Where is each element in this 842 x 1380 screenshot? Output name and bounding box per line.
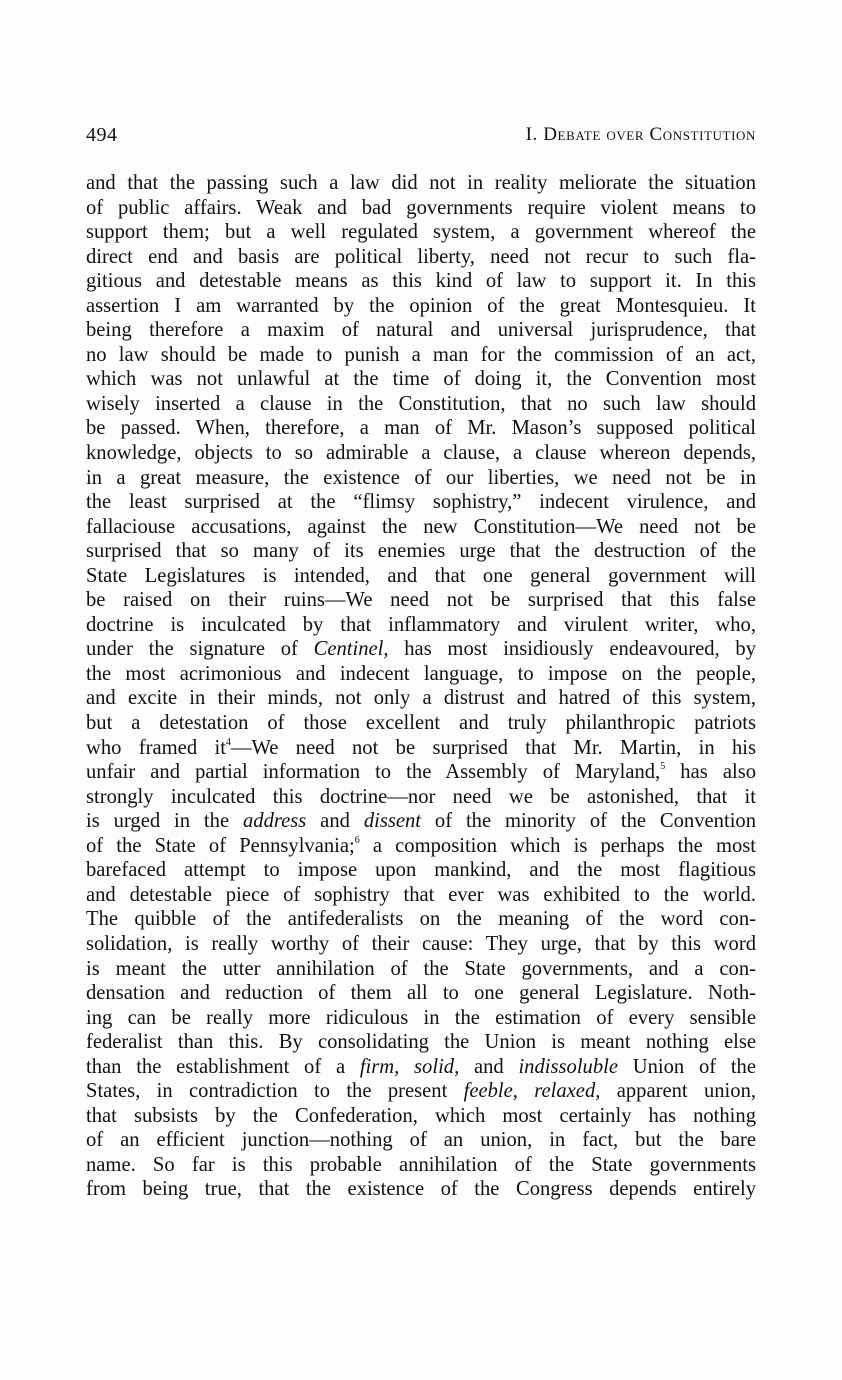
text-run: the least surprised at the “flimsy sophistry,” indecent virulence, and [86, 491, 756, 514]
text-run: wisely inserted a clause in the Constitution, that no such law should [86, 392, 756, 415]
text-line [86, 171, 756, 196]
text-run: barefaced attempt to impose upon mankind, and the most flagitious [86, 859, 756, 882]
text-run: and detestable piece of sophistry that ever was exhibited to the world. [86, 883, 756, 906]
text-run: knowledge, objects to so admirable a clause, a clause whereon depends, [86, 442, 756, 465]
text-line [86, 686, 756, 711]
text-line [86, 1006, 756, 1031]
text-run: is urged in the [86, 810, 243, 833]
footnote-marker: 4 [225, 736, 231, 748]
text-line [86, 343, 756, 368]
text-line [86, 367, 756, 392]
text-line [86, 981, 756, 1006]
text-run: fallaciouse accusations, against the new Constitution—We need not be [86, 515, 756, 538]
italic-text: address [242, 810, 307, 833]
text-run: being therefore a maxim of natural and universal jurisprudence, that [86, 319, 756, 342]
text-line [86, 1030, 756, 1055]
text-run: of public affairs. Weak and bad governments require violent means to [86, 196, 756, 219]
text-run: apparent union, [600, 1080, 757, 1103]
text-line [86, 490, 756, 515]
text-line [86, 809, 756, 834]
text-run: but a detestation of those excellent and truly philanthropic patriots [86, 712, 756, 735]
italic-text: firm, solid, [359, 1055, 460, 1078]
text-run: in a great measure, the existence of our liberties, we need not be in [86, 466, 756, 489]
text-run: federalist than this. By consolidating the Union is meant nothing else [86, 1031, 756, 1054]
text-run: of the minority of the Convention [421, 810, 757, 833]
text-line [86, 196, 756, 221]
text-run: —We need not be surprised that Mr. Martin, in his [230, 736, 756, 759]
running-head [86, 124, 756, 152]
text-line [86, 220, 756, 245]
text-line [86, 785, 756, 810]
text-line [86, 1079, 756, 1104]
text-run: Union of the [618, 1055, 756, 1078]
text-run: name. So far is this probable annihilation of the State governments [86, 1153, 756, 1176]
text-line [86, 883, 756, 908]
body-text [86, 171, 756, 1202]
text-run: States, in contradiction to the present [86, 1080, 464, 1103]
text-run: and [459, 1055, 519, 1078]
text-run: strongly inculcated this doctrine—nor need we be astonished, that it [86, 785, 756, 808]
text-line [86, 834, 756, 859]
text-run: solidation, is really worthy of their cause: They urge, that by this word [86, 932, 756, 955]
text-run: has also [665, 761, 756, 784]
text-line [86, 269, 756, 294]
text-run: of the State of Pennsylvania; [86, 834, 355, 857]
italic-text: indissoluble [518, 1055, 618, 1078]
text-run: under the signature of [86, 638, 314, 661]
text-run: which was not unlawful at the time of doing it, the Convention most [86, 368, 756, 391]
text-line [86, 539, 756, 564]
text-run: who framed it [86, 736, 226, 759]
text-line [86, 1128, 756, 1153]
text-line [86, 441, 756, 466]
text-line [86, 588, 756, 613]
text-run: of an efficient junction—nothing of an union, in fact, but the bare [86, 1129, 756, 1152]
text-run: and [306, 810, 364, 833]
text-line [86, 392, 756, 417]
text-line [86, 245, 756, 270]
italic-text: dissent [363, 810, 422, 833]
text-run: the most acrimonious and indecent language, to impose on the people, [86, 662, 756, 685]
text-run: assertion I am warranted by the opinion of the great Montesquieu. It [86, 294, 756, 317]
text-run: than the establishment of a [86, 1055, 360, 1078]
text-line [86, 957, 756, 982]
text-line [86, 466, 756, 491]
section-title: I. Debate over Constitution [525, 124, 756, 145]
text-line [86, 1104, 756, 1129]
text-line [86, 637, 756, 662]
text-line [86, 416, 756, 441]
text-line [86, 711, 756, 736]
text-run: doctrine is inculcated by that inflammatory and virulent writer, who, [86, 613, 756, 636]
italic-text: feeble, relaxed, [463, 1080, 601, 1103]
text-line [86, 1153, 756, 1178]
text-line [86, 515, 756, 540]
footnote-marker: 5 [660, 761, 666, 773]
text-run: densation and reduction of them all to one general Legislature. Noth- [86, 982, 756, 1005]
text-run: State Legislatures is intended, and that one general government will [86, 564, 756, 587]
text-line [86, 564, 756, 589]
text-line [86, 1055, 756, 1080]
text-run: has most insidiously endeavoured, by [388, 638, 756, 661]
text-run: direct end and basis are political liberty, need not recur to such fla- [86, 245, 756, 268]
text-run: no law should be made to punish a man for the commission of an act, [86, 343, 756, 366]
italic-text: Centinel, [313, 638, 389, 661]
text-line [86, 760, 756, 785]
text-run: that subsists by the Confederation, which most certainly has nothing [86, 1104, 756, 1127]
text-line [86, 318, 756, 343]
text-line [86, 294, 756, 319]
page-number: 494 [86, 124, 118, 146]
text-run: and excite in their minds, not only a distrust and hatred of this system, [86, 687, 756, 710]
text-run: support them; but a well regulated system, a government whereof the [86, 221, 756, 244]
text-line [86, 858, 756, 883]
text-run: surprised that so many of its enemies urge that the destruction of the [86, 540, 756, 563]
text-run: and that the passing such a law did not in reality meliorate the situation [86, 172, 756, 194]
text-run: gitious and detestable means as this kind of law to support it. In this [86, 270, 756, 293]
text-run: from being true, that the existence of the Congress depends entirely [86, 1178, 756, 1201]
text-line [86, 932, 756, 957]
text-run: be passed. When, therefore, a man of Mr. Mason’s supposed political [86, 417, 756, 440]
text-run: be raised on their ruins—We need not be surprised that this false [86, 589, 756, 612]
text-line [86, 662, 756, 687]
text-run: The quibble of the antifederalists on the meaning of the word con- [86, 908, 756, 931]
text-run: ing can be really more ridiculous in the estimation of every sensible [86, 1006, 756, 1029]
text-line [86, 613, 756, 638]
text-run: a composition which is perhaps the most [359, 834, 757, 857]
text-line [86, 1177, 756, 1202]
text-line [86, 907, 756, 932]
text-run: unfair and partial information to the Assembly of Maryland, [86, 761, 661, 784]
text-run: is meant the utter annihilation of the State governments, and a con- [86, 957, 756, 980]
footnote-marker: 6 [354, 834, 360, 846]
text-line [86, 736, 756, 761]
